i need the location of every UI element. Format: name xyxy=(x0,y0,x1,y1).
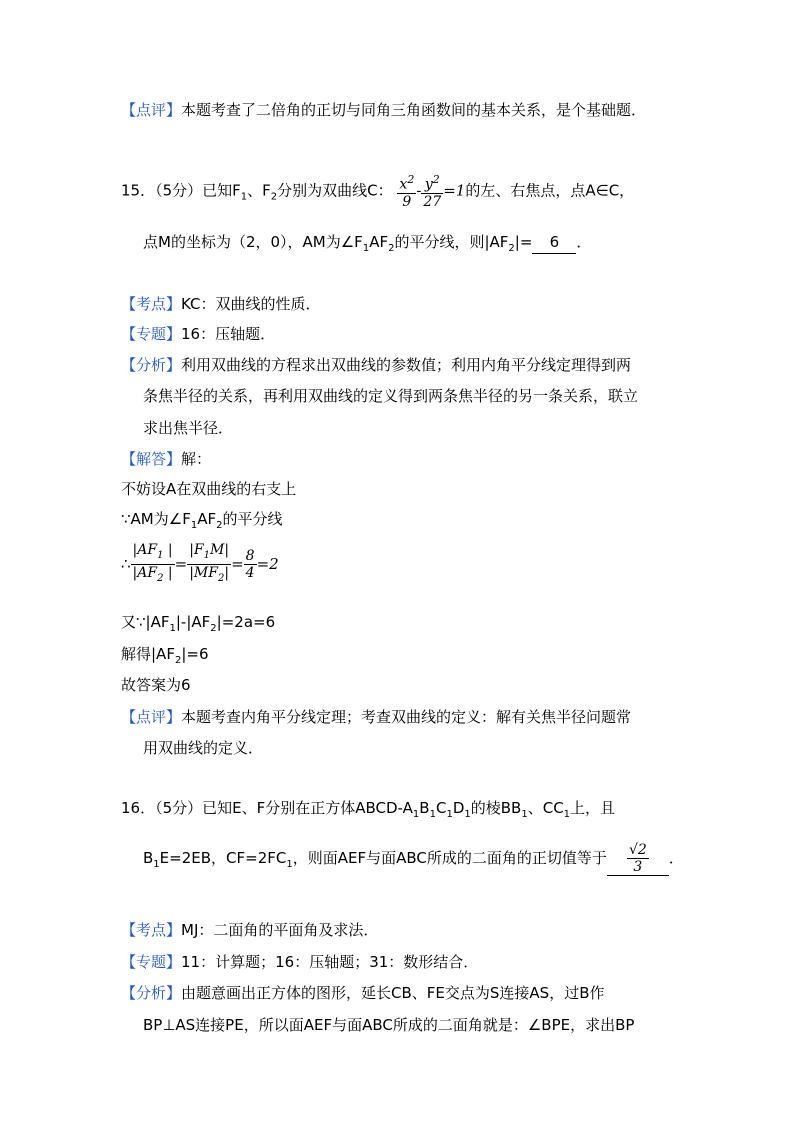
kaodian-16 xyxy=(121,919,378,941)
review-tag: 【点评】 xyxy=(121,101,182,119)
q16-text: ，则面AEF与面ABC所成的二面角的正切值等于 xyxy=(292,849,607,867)
zhuanti-16 xyxy=(121,951,478,973)
fenxi-tag: 【分析】 xyxy=(121,984,182,1002)
q16-text: 、CC xyxy=(527,799,564,817)
fraction-x2-over-9 xyxy=(397,172,416,210)
kaodian-text: KC：双曲线的性质． xyxy=(181,295,321,313)
frac-den: |MF xyxy=(189,564,218,581)
equals-one: =1 xyxy=(443,181,466,200)
q16-text: 的棱BB xyxy=(470,799,522,817)
zhuanti-tag: 【专题】 xyxy=(121,953,182,971)
subscript: 1 xyxy=(203,549,211,561)
subscript: 2 xyxy=(174,655,182,666)
equals: = xyxy=(174,554,188,573)
q15-text: 的左、右焦点，点A∈C， xyxy=(465,181,635,200)
subscript: 1 xyxy=(563,809,571,820)
q16-text: B xyxy=(143,849,154,867)
sol-text: |-|AF xyxy=(175,613,211,631)
sol-text: 又∵|AF xyxy=(121,613,170,631)
dianping-15-line-2: 用双曲线的定义． xyxy=(143,739,264,757)
subscript: 2 xyxy=(157,572,164,584)
frac-den: 27 xyxy=(423,193,442,210)
q16-text: 上，且 xyxy=(570,799,616,817)
zhuanti-tag: 【专题】 xyxy=(121,325,182,343)
answer-blank xyxy=(607,842,669,876)
subscript: 1 xyxy=(286,859,293,870)
zhuanti-text: 16：压轴题． xyxy=(181,325,276,343)
minus-sign: - xyxy=(416,181,422,200)
subscript: 1 xyxy=(464,809,471,820)
fenxi-16-line-2: BP⊥AS连接PE，所以面AEF与面ABC所成的二面角就是：∠BPE，求出BP xyxy=(143,1016,635,1034)
question-16-line-1 xyxy=(121,797,615,826)
dianping-15-line-1 xyxy=(121,706,631,728)
q16-text: D xyxy=(452,799,465,817)
fenxi-15-line-3: 求出焦半径． xyxy=(143,419,234,437)
subscript: 1 xyxy=(521,809,528,820)
fraction-sqrt2-over-3 xyxy=(627,842,649,875)
subscript: 1 xyxy=(190,520,198,531)
q15-text: 的平分线，则|AF xyxy=(394,233,509,251)
frac-num: |AF xyxy=(132,542,158,558)
fenxi-16-line-1 xyxy=(121,982,604,1004)
subscript: 1 xyxy=(412,809,420,820)
kaodian-text: MJ：二面角的平面角及求法． xyxy=(181,921,379,939)
therefore-symbol: ∴ xyxy=(121,554,131,573)
q15-text: 15．（5分）已知F xyxy=(121,181,241,200)
solution-line-1: 不妨设A在双曲线的右支上 xyxy=(121,480,297,498)
sol-text: ∵AM为∠F xyxy=(121,510,191,528)
question-15-line-1 xyxy=(121,172,634,212)
solution-line-4 xyxy=(121,611,275,640)
frac-num: √2 xyxy=(628,842,647,858)
q15-text: ． xyxy=(576,233,592,251)
fenxi-15-line-2: 条焦半径的关系，再利用双曲线的定义得到两条焦半径的另一条关系，联立 xyxy=(143,387,639,405)
kaodian-tag: 【考点】 xyxy=(121,921,182,939)
subscript: 1 xyxy=(157,549,164,561)
q15-text: 、F xyxy=(247,181,271,200)
frac-den: |AF xyxy=(132,564,158,581)
sol-text: 解得|AF xyxy=(121,645,175,663)
question-15-line-2 xyxy=(143,231,591,260)
frac-den: 4 xyxy=(245,564,255,581)
subscript: 1 xyxy=(429,809,436,820)
superscript: 2 xyxy=(407,173,415,186)
subscript: 2 xyxy=(270,191,278,203)
q16-text: ． xyxy=(668,849,684,867)
subscript: 2 xyxy=(210,623,217,634)
subscript: 2 xyxy=(508,243,515,254)
subscript: 1 xyxy=(362,243,370,254)
q15-text: 分别为双曲线C： xyxy=(277,181,393,200)
subscript: 2 xyxy=(216,520,223,531)
fenxi-text: 利用双曲线的方程求出双曲线的参数值；利用内角平分线定理得到两 xyxy=(181,356,632,374)
zhuanti-text: 11：计算题；16：压轴题；31：数形结合． xyxy=(181,953,479,971)
frac-num: x xyxy=(399,176,408,193)
question-16-line-2 xyxy=(143,838,684,885)
subscript: 1 xyxy=(153,859,160,870)
kaodian-tag: 【考点】 xyxy=(121,295,182,313)
zhuanti-15 xyxy=(121,323,275,345)
subscript: 1 xyxy=(446,809,453,820)
review-line xyxy=(121,99,646,121)
q15-text: |= xyxy=(514,233,533,251)
subscript: 2 xyxy=(217,572,225,584)
equals: = xyxy=(231,554,244,573)
review-text: 本题考查了二倍角的正切与同角三角函数间的基本关系，是个基础题． xyxy=(181,101,647,119)
q15-text: 点M的坐标为（2，0），AM为∠F xyxy=(143,233,363,251)
q16-text: B xyxy=(419,799,430,817)
frac-num: |F xyxy=(189,542,204,558)
fraction-af1-over-af2: $\frac{|AF_1 |}{|AF_2 |}$ xyxy=(132,542,173,584)
sol-text: 的平分线 xyxy=(222,510,283,528)
fenxi-tag: 【分析】 xyxy=(121,356,182,374)
subscript: 1 xyxy=(169,623,176,634)
sol-text: |=2a=6 xyxy=(216,613,276,631)
answer-blank: 6 xyxy=(532,231,576,254)
solution-fraction-equation xyxy=(121,542,279,587)
fraction-f1m-over-mf2: $\frac{|F_1M|}{|MF_2|}$ xyxy=(189,542,230,584)
q16-text: E=2EB，CF=2FC xyxy=(159,849,287,867)
jieda-tag: 【解答】 xyxy=(121,450,182,468)
q15-text: AF xyxy=(369,233,389,251)
frac-den: 9 xyxy=(402,193,412,210)
q16-text: C xyxy=(435,799,447,817)
dianping-tag: 【点评】 xyxy=(121,708,182,726)
subscript: 1 xyxy=(240,191,248,203)
frac-den: 3 xyxy=(633,859,643,875)
solution-line-6: 故答案为6 xyxy=(121,676,191,694)
frac-num: M| xyxy=(210,542,230,558)
fenxi-15-line-1 xyxy=(121,354,631,376)
kaodian-15 xyxy=(121,293,321,315)
fenxi-text: 由题意画出正方体的图形，延长CB、FE交点为S连接AS，过B作 xyxy=(181,984,605,1002)
jieda-text: 解： xyxy=(181,450,212,468)
superscript: 2 xyxy=(432,173,440,186)
dianping-text: 本题考查内角平分线定理；考查双曲线的定义：解有关焦半径问题常 xyxy=(181,708,632,726)
solution-line-5 xyxy=(121,643,209,672)
subscript: 2 xyxy=(388,243,395,254)
fraction-8-over-4 xyxy=(244,548,257,581)
fraction-y2-over-27 xyxy=(421,172,443,210)
sol-text: |=6 xyxy=(181,645,209,663)
sol-text: AF xyxy=(197,510,217,528)
q16-text: 16．（5分）已知E、F分别在正方体ABCD-A xyxy=(121,799,413,817)
jieda-15 xyxy=(121,448,211,470)
solution-line-2 xyxy=(121,508,282,537)
frac-num: y xyxy=(424,176,433,193)
result: =2 xyxy=(256,554,279,573)
frac-num: 8 xyxy=(245,547,255,564)
